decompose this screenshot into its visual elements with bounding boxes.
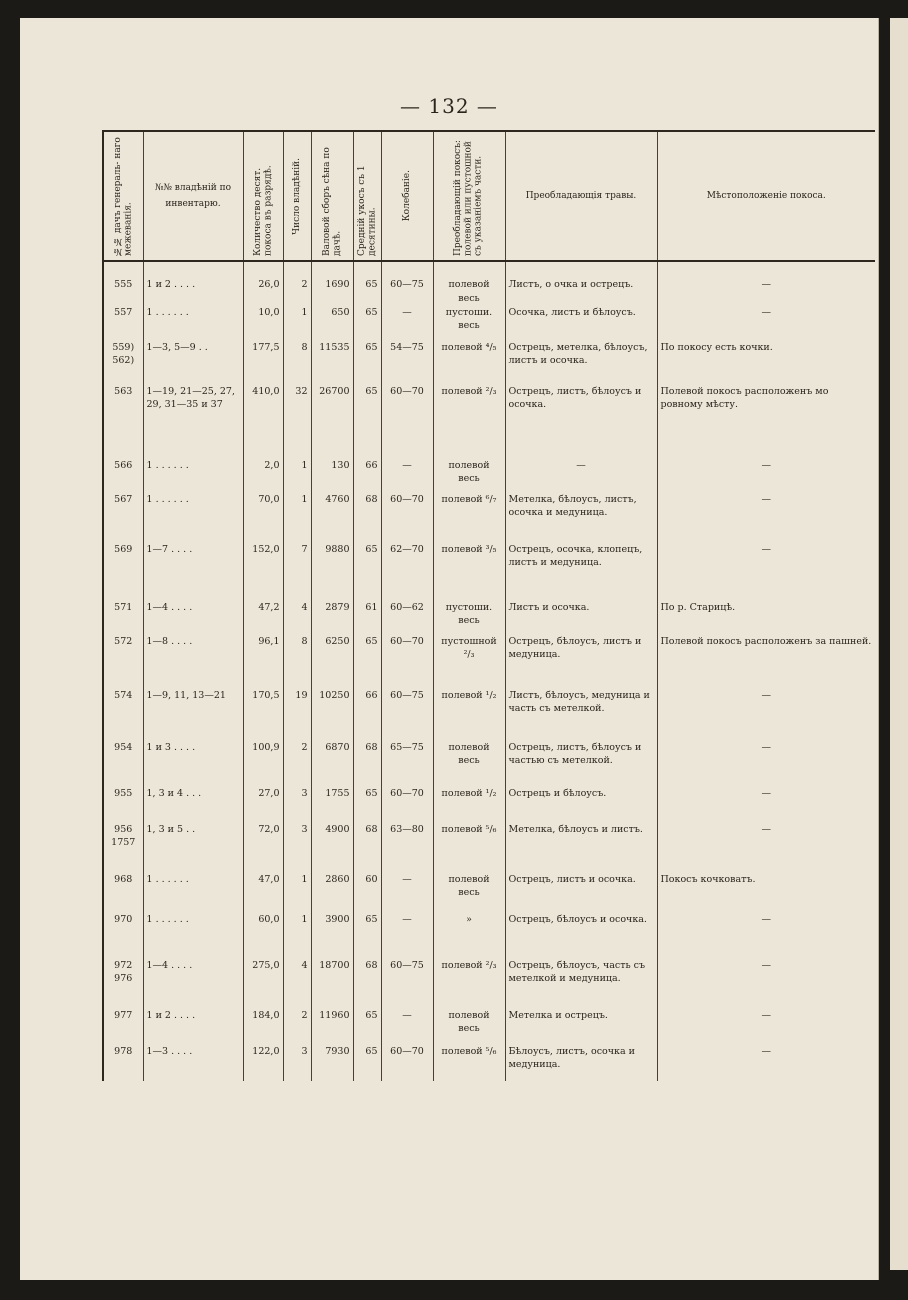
cell-dacha: 978: [103, 1045, 143, 1081]
cell-pokos: полевой ⁴/₅: [433, 341, 505, 385]
cell-kolebanie: 60—75: [381, 959, 433, 1009]
cell-mesto: —: [657, 913, 875, 959]
cell-dacha: 567: [103, 493, 143, 543]
cell-kolebanie: —: [381, 873, 433, 913]
table-row: [103, 493, 875, 543]
cell-travy: Листъ, бѣлоусъ, медуница и часть съ метелкой.: [505, 689, 657, 741]
cell-vladenii: 1—8 . . . .: [143, 635, 243, 689]
cell-desyatin: 275,0: [243, 959, 283, 1009]
cell-chislo: 3: [283, 1045, 311, 1081]
cell-dacha: 977: [103, 1009, 143, 1045]
cell-vladenii: 1, 3 и 5 . .: [143, 823, 243, 873]
cell-vladenii: 1 . . . . . .: [143, 873, 243, 913]
cell-kolebanie: —: [381, 459, 433, 493]
cell-vladenii: 1—4 . . . .: [143, 959, 243, 1009]
cell-chislo: 1: [283, 306, 311, 341]
cell-dacha: 566: [103, 459, 143, 493]
header-ukos: Средній укосъ съ 1 десятины.: [353, 131, 381, 261]
cell-ukos: 68: [353, 823, 381, 873]
cell-chislo: 2: [283, 1009, 311, 1045]
cell-ukos: 61: [353, 601, 381, 635]
cell-travy: Острецъ, бѣлоусъ, часть съ метелкой и медуница.: [505, 959, 657, 1009]
cell-chislo: 3: [283, 823, 311, 873]
cell-mesto: —: [657, 261, 875, 306]
cell-chislo: 7: [283, 543, 311, 601]
cell-dacha: 557: [103, 306, 143, 341]
cell-desyatin: 177,5: [243, 341, 283, 385]
cell-sbor: 11535: [311, 341, 353, 385]
cell-chislo: 8: [283, 635, 311, 689]
cell-pokos: полевой ⁵/₆: [433, 823, 505, 873]
cell-chislo: 1: [283, 913, 311, 959]
cell-mesto: —: [657, 459, 875, 493]
cell-mesto: —: [657, 1009, 875, 1045]
cell-desyatin: 410,0: [243, 385, 283, 459]
cell-pokos: пустоши. весь: [433, 601, 505, 635]
cell-vladenii: 1 . . . . . .: [143, 493, 243, 543]
cell-vladenii: 1—9, 11, 13—21: [143, 689, 243, 741]
cell-chislo: 1: [283, 459, 311, 493]
cell-kolebanie: 60—70: [381, 493, 433, 543]
cell-ukos: 65: [353, 635, 381, 689]
cell-kolebanie: 60—70: [381, 1045, 433, 1081]
cell-ukos: 65: [353, 306, 381, 341]
cell-mesto: —: [657, 543, 875, 601]
cell-mesto: —: [657, 1045, 875, 1081]
cell-pokos: »: [433, 913, 505, 959]
cell-vladenii: 1 . . . . . .: [143, 459, 243, 493]
cell-pokos: полевой весь: [433, 261, 505, 306]
cell-ukos: 65: [353, 385, 381, 459]
cell-desyatin: 10,0: [243, 306, 283, 341]
header-pokos: Преобладающій покосъ: полевой или пустошной съ указаніемъ части.: [433, 131, 505, 261]
cell-sbor: 130: [311, 459, 353, 493]
table-row: [103, 1045, 875, 1081]
cell-chislo: 1: [283, 873, 311, 913]
cell-kolebanie: —: [381, 1009, 433, 1045]
cell-pokos: полевой ⁶/₇: [433, 493, 505, 543]
cell-ukos: 65: [353, 1045, 381, 1081]
cell-sbor: 1690: [311, 261, 353, 306]
cell-travy: Острецъ, осочка, клопецъ, листъ и медуница.: [505, 543, 657, 601]
cell-sbor: 9880: [311, 543, 353, 601]
cell-travy: Осочка, листъ и бѣлоусъ.: [505, 306, 657, 341]
cell-ukos: 65: [353, 341, 381, 385]
cell-vladenii: 1 и 2 . . . .: [143, 1009, 243, 1045]
cell-desyatin: 27,0: [243, 787, 283, 823]
cell-ukos: 68: [353, 741, 381, 787]
cell-dacha: 956 1757: [103, 823, 143, 873]
table-row: [103, 306, 875, 341]
table-row: [103, 459, 875, 493]
table-row: [103, 635, 875, 689]
table-row: [103, 385, 875, 459]
cell-dacha: 559) 562): [103, 341, 143, 385]
cell-mesto: —: [657, 787, 875, 823]
cell-travy: Метелка, бѣлоусъ, листъ, осочка и медуница.: [505, 493, 657, 543]
table-row: [103, 689, 875, 741]
cell-kolebanie: —: [381, 913, 433, 959]
cell-travy: Острецъ, бѣлоусъ, листъ и медуница.: [505, 635, 657, 689]
cell-pokos: полевой ⁵/₆: [433, 1045, 505, 1081]
table-row: [103, 601, 875, 635]
cell-pokos: полевой весь: [433, 741, 505, 787]
table-row: [103, 913, 875, 959]
header-sbor: Валовой сборъ сѣна по дачѣ.: [311, 131, 353, 261]
cell-desyatin: 72,0: [243, 823, 283, 873]
cell-desyatin: 184,0: [243, 1009, 283, 1045]
cell-ukos: 66: [353, 459, 381, 493]
cell-sbor: 11960: [311, 1009, 353, 1045]
cell-dacha: 574: [103, 689, 143, 741]
cell-travy: Бѣлоусъ, листъ, осочка и медуница.: [505, 1045, 657, 1081]
cell-dacha: 954: [103, 741, 143, 787]
cell-vladenii: 1—19, 21—25, 27, 29, 31—35 и 37: [143, 385, 243, 459]
cell-ukos: 65: [353, 787, 381, 823]
cell-kolebanie: 62—70: [381, 543, 433, 601]
cell-pokos: пустошной ²/₃: [433, 635, 505, 689]
cell-sbor: 1755: [311, 787, 353, 823]
cell-mesto: —: [657, 306, 875, 341]
cell-ukos: 65: [353, 543, 381, 601]
cell-vladenii: 1 и 3 . . . .: [143, 741, 243, 787]
table-row: [103, 741, 875, 787]
cell-travy: Острецъ и бѣлоусъ.: [505, 787, 657, 823]
cell-desyatin: 2,0: [243, 459, 283, 493]
cell-pokos: полевой весь: [433, 459, 505, 493]
table-row: [103, 959, 875, 1009]
table-row: [103, 341, 875, 385]
cell-vladenii: 1—7 . . . .: [143, 543, 243, 601]
cell-ukos: 65: [353, 1009, 381, 1045]
cell-pokos: полевой ¹/₂: [433, 787, 505, 823]
cell-chislo: 8: [283, 341, 311, 385]
cell-mesto: —: [657, 959, 875, 1009]
cell-mesto: По покосу есть кочки.: [657, 341, 875, 385]
cell-dacha: 972 976: [103, 959, 143, 1009]
table-row: [103, 873, 875, 913]
cell-travy: Метелка, бѣлоусъ и листъ.: [505, 823, 657, 873]
cell-desyatin: 70,0: [243, 493, 283, 543]
cell-ukos: 66: [353, 689, 381, 741]
cell-travy: Метелка и острецъ.: [505, 1009, 657, 1045]
cell-travy: Острецъ, листъ, бѣлоусъ и частью съ метелкой.: [505, 741, 657, 787]
header-dacha: №№ дачъ генераль- наго межеванія.: [103, 131, 143, 261]
cell-chislo: 4: [283, 959, 311, 1009]
cell-kolebanie: 60—70: [381, 385, 433, 459]
cell-pokos: полевой ²/₃: [433, 385, 505, 459]
cell-desyatin: 60,0: [243, 913, 283, 959]
cell-chislo: 3: [283, 787, 311, 823]
cell-dacha: 572: [103, 635, 143, 689]
cell-kolebanie: —: [381, 306, 433, 341]
header-mesto: Мѣстоположеніе покоса.: [657, 131, 875, 261]
cell-vladenii: 1—4 . . . .: [143, 601, 243, 635]
cell-pokos: полевой ¹/₂: [433, 689, 505, 741]
cell-travy: Листъ и осочка.: [505, 601, 657, 635]
cell-dacha: 555: [103, 261, 143, 306]
cell-kolebanie: 65—75: [381, 741, 433, 787]
cell-sbor: 26700: [311, 385, 353, 459]
cell-pokos: полевой весь: [433, 873, 505, 913]
cell-chislo: 4: [283, 601, 311, 635]
cell-chislo: 2: [283, 741, 311, 787]
cell-dacha: 569: [103, 543, 143, 601]
cell-dacha: 970: [103, 913, 143, 959]
cell-sbor: 2879: [311, 601, 353, 635]
cell-desyatin: 26,0: [243, 261, 283, 306]
header-desyatin: Количество десят. покоса въ разрядѣ.: [243, 131, 283, 261]
cell-chislo: 2: [283, 261, 311, 306]
cell-pokos: полевой весь: [433, 1009, 505, 1045]
cell-dacha: 968: [103, 873, 143, 913]
cell-ukos: 65: [353, 913, 381, 959]
cell-vladenii: 1 и 2 . . . .: [143, 261, 243, 306]
cell-vladenii: 1 . . . . . .: [143, 306, 243, 341]
cell-desyatin: 170,5: [243, 689, 283, 741]
cell-mesto: Полевой покосъ расположенъ мо ровному мѣсту.: [657, 385, 875, 459]
next-page-edge: [890, 18, 908, 1270]
cell-desyatin: 100,9: [243, 741, 283, 787]
cell-kolebanie: 60—62: [381, 601, 433, 635]
cell-vladenii: 1 . . . . . .: [143, 913, 243, 959]
cell-dacha: 955: [103, 787, 143, 823]
cell-sbor: 7930: [311, 1045, 353, 1081]
cell-sbor: 4760: [311, 493, 353, 543]
cell-chislo: 32: [283, 385, 311, 459]
header-vladenii: №№ владѣній по инвентарю.: [143, 131, 243, 261]
cell-travy: Острецъ, листъ и осочка.: [505, 873, 657, 913]
cell-desyatin: 152,0: [243, 543, 283, 601]
table-row: [103, 543, 875, 601]
cell-mesto: —: [657, 823, 875, 873]
cell-vladenii: 1—3, 5—9 . .: [143, 341, 243, 385]
header-kolebanie: Колебаніе.: [381, 131, 433, 261]
hay-harvest-table: [102, 130, 875, 1081]
cell-kolebanie: 63—80: [381, 823, 433, 873]
cell-sbor: 10250: [311, 689, 353, 741]
cell-sbor: 6250: [311, 635, 353, 689]
header-row: [103, 131, 875, 261]
table-row: [103, 261, 875, 306]
cell-desyatin: 122,0: [243, 1045, 283, 1081]
cell-ukos: 68: [353, 959, 381, 1009]
cell-vladenii: 1—3 . . . .: [143, 1045, 243, 1081]
cell-travy: Острецъ, бѣлоусъ и осочка.: [505, 913, 657, 959]
cell-dacha: 563: [103, 385, 143, 459]
cell-sbor: 6870: [311, 741, 353, 787]
cell-kolebanie: 54—75: [381, 341, 433, 385]
book-page: [20, 18, 879, 1280]
cell-travy: —: [505, 459, 657, 493]
header-travy: Преобладающія травы.: [505, 131, 657, 261]
cell-desyatin: 47,2: [243, 601, 283, 635]
cell-mesto: По р. Старицѣ.: [657, 601, 875, 635]
cell-kolebanie: 60—70: [381, 635, 433, 689]
cell-travy: Острецъ, листъ, бѣлоусъ и осочка.: [505, 385, 657, 459]
cell-vladenii: 1, 3 и 4 . . .: [143, 787, 243, 823]
header-chislo: Число владѣній.: [283, 131, 311, 261]
cell-dacha: 571: [103, 601, 143, 635]
cell-sbor: 3900: [311, 913, 353, 959]
cell-pokos: полевой ²/₃: [433, 959, 505, 1009]
cell-sbor: 18700: [311, 959, 353, 1009]
cell-ukos: 60: [353, 873, 381, 913]
cell-desyatin: 47,0: [243, 873, 283, 913]
cell-sbor: 650: [311, 306, 353, 341]
cell-kolebanie: 60—75: [381, 261, 433, 306]
cell-mesto: —: [657, 741, 875, 787]
table-row: [103, 787, 875, 823]
cell-ukos: 65: [353, 261, 381, 306]
cell-mesto: —: [657, 493, 875, 543]
cell-desyatin: 96,1: [243, 635, 283, 689]
cell-chislo: 19: [283, 689, 311, 741]
cell-mesto: —: [657, 689, 875, 741]
table-row: [103, 823, 875, 873]
cell-travy: Острецъ, метелка, бѣлоусъ, листъ и осочка.: [505, 341, 657, 385]
cell-travy: Листъ, о очка и острецъ.: [505, 261, 657, 306]
page-number: — 132 —: [400, 94, 498, 118]
cell-pokos: полевой ³/₅: [433, 543, 505, 601]
cell-sbor: 2860: [311, 873, 353, 913]
cell-sbor: 4900: [311, 823, 353, 873]
cell-kolebanie: 60—75: [381, 689, 433, 741]
cell-pokos: пустоши. весь: [433, 306, 505, 341]
cell-chislo: 1: [283, 493, 311, 543]
cell-mesto: Покосъ кочковатъ.: [657, 873, 875, 913]
cell-ukos: 68: [353, 493, 381, 543]
cell-kolebanie: 60—70: [381, 787, 433, 823]
table-row: [103, 1009, 875, 1045]
cell-mesto: Полевой покосъ расположенъ за пашней.: [657, 635, 875, 689]
